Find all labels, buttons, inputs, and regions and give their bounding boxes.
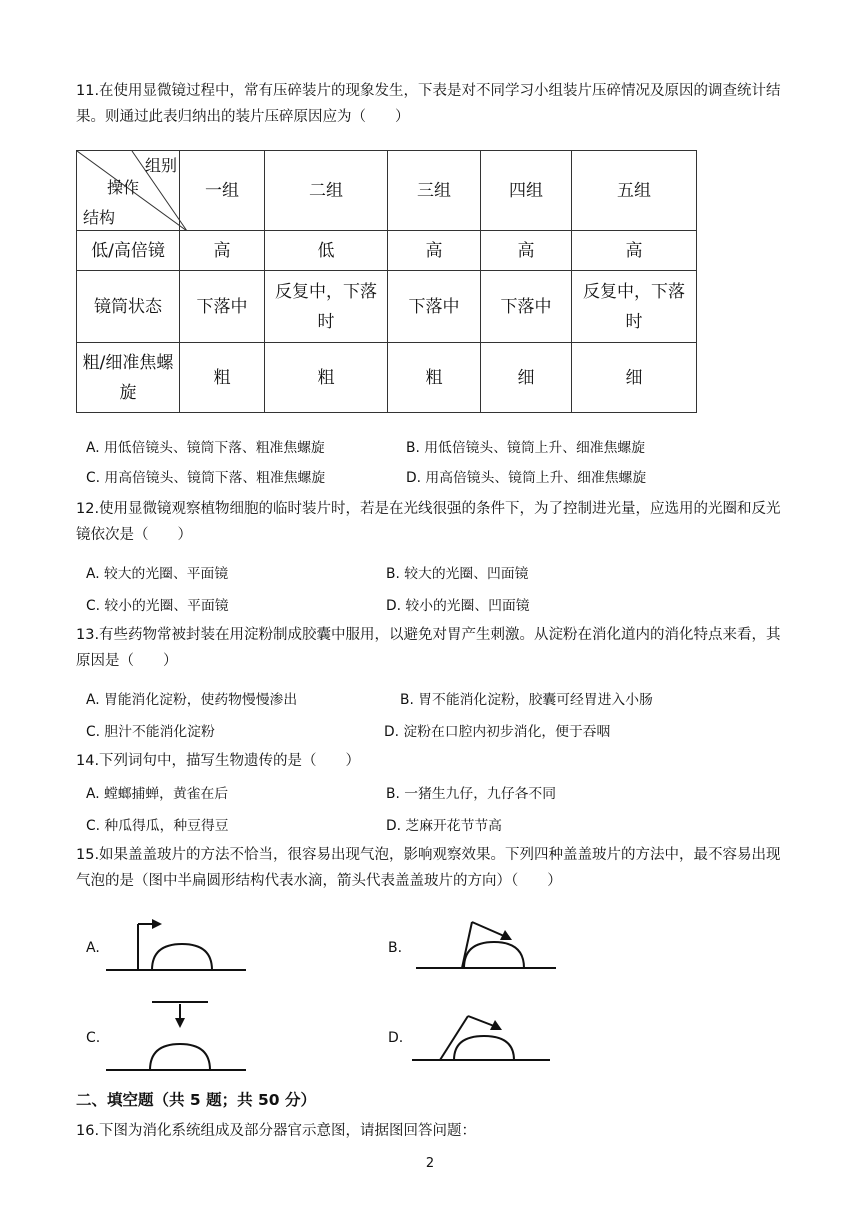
table-cell: 低 — [265, 231, 388, 271]
q13-option-b[interactable]: B. 胃不能消化淀粉，胶囊可经胃进入小肠 — [400, 692, 653, 708]
table-cell: 下落中 — [388, 271, 481, 343]
group-header: 三组 — [388, 151, 481, 231]
table-row — [77, 343, 697, 413]
row-label: 低/高倍镜 — [77, 231, 180, 271]
q14-option-a[interactable]: A. 螳螂捕蝉，黄雀在后 — [86, 786, 229, 802]
table-cell: 高 — [572, 231, 697, 271]
q12-option-d[interactable]: D. 较小的光圈、凹面镜 — [386, 598, 530, 614]
coverslip-figure-a — [104, 912, 250, 978]
coverslip-figure-b — [414, 912, 560, 978]
q12-option-c[interactable]: C. 较小的光圈、平面镜 — [86, 598, 229, 614]
q16-stem: 16.下图为消化系统组成及部分器官示意图，请据图回答问题： — [76, 1123, 477, 1139]
coverslip-figure-c — [104, 994, 250, 1076]
corner-mid-label: 操作 — [107, 178, 140, 197]
q11-stem: 11.在使用显微镜过程中，常有压碎装片的现象发生，下表是对不同学习小组装片压碎情况及原因的调查统计结果。则通过此表归纳出的装片压碎原因应为（ ） — [76, 83, 781, 125]
table-cell: 高 — [180, 231, 265, 271]
q11-option-a[interactable]: A. 用低倍镜头、镜筒下落、粗准焦螺旋 — [86, 440, 325, 456]
q11-option-b[interactable]: B. 用低倍镜头、镜筒上升、细准焦螺旋 — [406, 440, 645, 456]
table-cell: 粗 — [388, 343, 481, 413]
table-cell: 粗 — [180, 343, 265, 413]
row-label: 粗/细准焦螺旋 — [77, 343, 180, 413]
q15-option-c-label[interactable]: C. — [86, 1030, 101, 1046]
table-cell: 反复中，下落时 — [265, 271, 388, 343]
q13-option-c[interactable]: C. 胆汁不能消化淀粉 — [86, 724, 215, 740]
survey-table — [76, 150, 697, 413]
table-row — [77, 271, 697, 343]
table-cell: 高 — [481, 231, 572, 271]
table-cell: 反复中，下落时 — [572, 271, 697, 343]
page-number: 2 — [425, 1156, 435, 1171]
coverslip-figure-d — [410, 1008, 560, 1064]
table-cell: 下落中 — [180, 271, 265, 343]
table-row — [77, 231, 697, 271]
section-heading: 二、填空题（共 5 题；共 50 分） — [76, 1091, 316, 1109]
q11-option-c[interactable]: C. 用高倍镜头、镜筒下落、粗准焦螺旋 — [86, 470, 326, 486]
q15-option-b-label[interactable]: B. — [388, 940, 403, 956]
q15-option-a-label[interactable]: A. — [86, 940, 100, 956]
q12-stem: 12.使用显微镜观察植物细胞的临时装片时，若是在光线很强的条件下，为了控制进光量，应选用的光圈和反光镜依次是（ ） — [76, 501, 781, 543]
table-corner-header — [77, 151, 180, 231]
group-header: 四组 — [481, 151, 572, 231]
q14-stem: 14.下列词句中，描写生物遗传的是（ ） — [76, 753, 361, 769]
table-cell: 下落中 — [481, 271, 572, 343]
q12-option-b[interactable]: B. 较大的光圈、凹面镜 — [386, 566, 529, 582]
table-cell: 细 — [481, 343, 572, 413]
corner-bottom-label: 结构 — [83, 208, 116, 227]
table-cell: 高 — [388, 231, 481, 271]
table-cell: 细 — [572, 343, 697, 413]
group-header: 二组 — [265, 151, 388, 231]
q13-option-d[interactable]: D. 淀粉在口腔内初步消化，便于吞咽 — [384, 724, 611, 740]
q14-option-c[interactable]: C. 种瓜得瓜，种豆得豆 — [86, 818, 229, 834]
q13-stem: 13.有些药物常被封装在用淀粉制成胶囊中服用，以避免对胃产生刺激。从淀粉在消化道内的消化特点来看，其原因是（ ） — [76, 627, 781, 669]
q14-option-b[interactable]: B. 一猪生九仔，九仔各不同 — [386, 786, 557, 802]
group-header: 一组 — [180, 151, 265, 231]
q12-option-a[interactable]: A. 较大的光圈、平面镜 — [86, 566, 229, 582]
q15-option-d-label[interactable]: D. — [388, 1030, 404, 1046]
corner-top-label: 组别 — [145, 156, 178, 175]
q13-option-a[interactable]: A. 胃能消化淀粉，使药物慢慢渗出 — [86, 692, 298, 708]
q11-option-d[interactable]: D. 用高倍镜头、镜筒上升、细准焦螺旋 — [406, 470, 647, 486]
q15-stem: 15.如果盖盖玻片的方法不恰当，很容易出现气泡，影响观察效果。下列四种盖盖玻片的方法中，最不容易出现气泡的是（图中半扁圆形结构代表水滴，箭头代表盖盖玻片的方向）（ ） — [76, 847, 781, 889]
group-header: 五组 — [572, 151, 697, 231]
q14-option-d[interactable]: D. 芝麻开花节节高 — [386, 818, 502, 834]
row-label: 镜筒状态 — [77, 271, 180, 343]
table-cell: 粗 — [265, 343, 388, 413]
